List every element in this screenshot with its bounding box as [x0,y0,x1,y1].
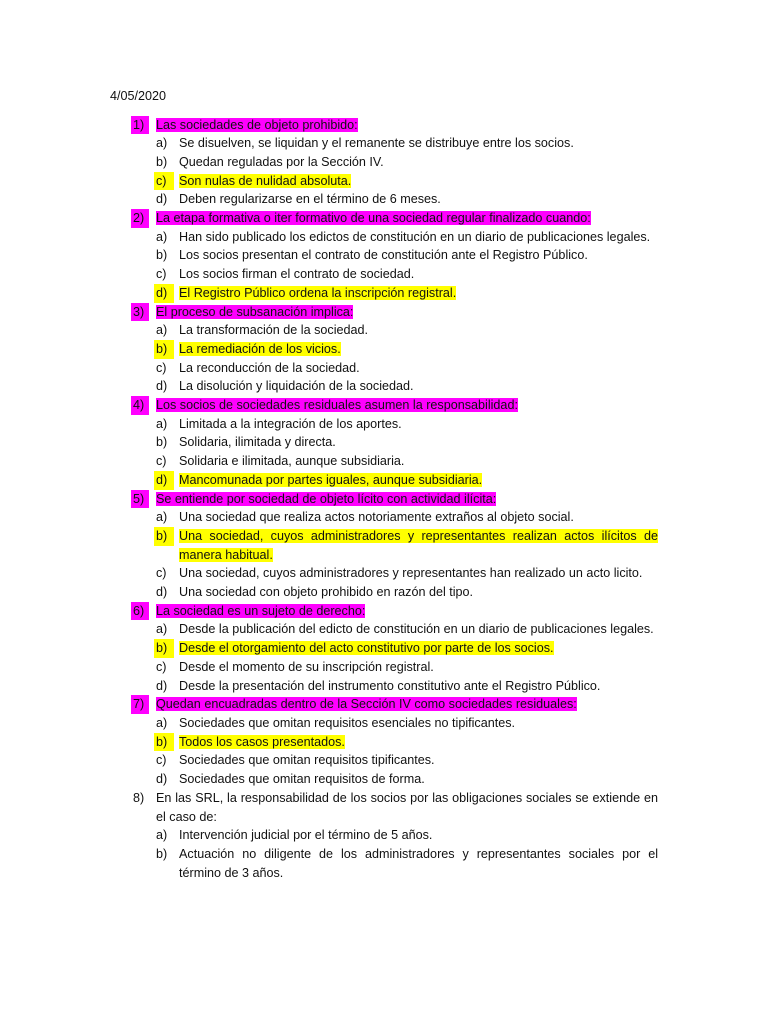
option-letter: c) [156,566,167,581]
answer-option [0,265,768,284]
option-letter: a) [156,323,168,338]
option-list [0,620,768,695]
question-stem [0,490,768,509]
question-text: La sociedad es un sujeto de derecho: [156,603,366,618]
option-letter: b) [154,340,174,359]
question-list [0,116,768,883]
answer-option [0,153,768,172]
answer-option [0,658,768,677]
option-letter: a) [156,622,168,637]
question-text: Quedan encuadradas dentro de la Sección IV como sociedades residuales: [156,697,577,712]
option-text: Los socios presentan el contrato de constitución ante el Registro Público. [179,248,588,263]
question-block [0,209,768,303]
option-letter: c) [156,753,167,768]
option-letter: c) [156,454,167,469]
option-list [0,826,768,882]
option-text: Quedan reguladas por la Sección IV. [179,154,384,169]
question-block [0,303,768,397]
option-text: La remediación de los vicios. [179,341,341,356]
question-number: 3) [131,303,149,322]
option-text: Han sido publicado los edictos de constitución en un diario de publicaciones legales. [179,229,651,244]
option-text: Se disuelven, se liquidan y el remanente se distribuye entre los socios. [179,136,574,151]
option-text: Los socios firman el contrato de sociedad. [179,267,415,282]
option-text: Sociedades que omitan requisitos de forma. [179,772,425,787]
option-letter: b) [154,639,174,658]
answer-option [0,433,768,452]
option-letter: a) [156,229,168,244]
option-letter: c) [154,172,174,191]
option-text: Una sociedad, cuyos administradores y representantes han realizado un acto licito. [179,566,643,581]
question-block [0,695,768,789]
answer-option [0,246,768,265]
option-text: Desde la presentación del instrumento constitutivo ante el Registro Público. [179,678,601,693]
option-text: Sociedades que omitan requisitos esenciales no tipificantes. [179,716,516,730]
option-text: Son nulas de nulidad absoluta. [179,173,352,188]
option-letter: c) [156,267,167,282]
option-text: Desde el momento de su inscripción registral. [179,659,434,674]
answer-option [0,677,768,696]
answer-option [0,284,768,303]
option-letter: d) [156,379,168,394]
option-list [0,508,768,602]
answer-option [0,228,768,247]
question-block [0,490,768,602]
option-text: Desde la publicación del edicto de constitución en un diario de publicaciones legales. [179,622,654,637]
option-letter: d) [156,585,168,600]
question-text: La etapa formativa o iter formativo de una sociedad regular finalizado cuando: [156,211,591,226]
answer-option [0,359,768,378]
option-text: Limitada a la integración de los aportes. [179,416,402,431]
option-letter: d) [154,284,174,303]
question-block [0,116,768,210]
answer-option [0,134,768,153]
option-text: La disolución y liquidación de la sociedad. [179,379,414,394]
answer-option [0,620,768,639]
answer-option [0,508,768,527]
option-text: Todos los casos presentados. [179,734,345,749]
question-stem [0,209,768,228]
option-text: Intervención judicial por el término de 5 años. [179,828,433,843]
answer-option [0,321,768,340]
question-stem [0,396,768,415]
option-letter: b) [156,435,168,450]
question-stem [0,602,768,621]
answer-option [0,452,768,471]
answer-option [0,845,768,882]
question-text: Se entiende por sociedad de objeto lícito con actividad ilícita: [156,491,497,506]
answer-option [0,770,768,789]
answer-option [0,751,768,770]
option-letter: b) [154,527,174,546]
question-stem [0,303,768,322]
answer-option [0,377,768,396]
question-stem [0,695,768,714]
option-letter: b) [156,846,168,861]
option-letter: a) [156,510,168,525]
option-text: Una sociedad con objeto prohibido en razón del tipo. [179,585,474,600]
option-letter: d) [156,192,168,207]
question-number: 1) [131,116,149,135]
question-number: 4) [131,396,149,415]
question-text: El proceso de subsanación implica: [156,304,354,319]
answer-option [0,340,768,359]
option-letter: d) [156,678,168,693]
question-text: En las SRL, la responsabilidad de los socios por las obligaciones sociales se extiende en el caso de: [156,790,658,824]
option-text: Actuación no diligente de los administradores y representantes sociales por el término de 3 años. [179,846,658,880]
option-list [0,321,768,396]
option-text: La reconducción de la sociedad. [179,360,360,375]
option-letter: a) [156,136,168,151]
option-text: Solidaria, ilimitada y directa. [179,435,336,450]
answer-option [0,714,768,733]
option-text: Desde el otorgamiento del acto constitutivo por parte de los socios. [179,641,554,656]
option-text: Una sociedad, cuyos administradores y representantes realizan actos ilícitos de manera habitual. [179,528,658,562]
answer-option [0,190,768,209]
answer-option [0,639,768,658]
question-number: 6) [131,602,149,621]
option-letter: d) [154,471,174,490]
answer-option [0,583,768,602]
question-text: Las sociedades de objeto prohibido: [156,117,358,132]
answer-option [0,527,768,564]
option-letter: c) [156,659,167,674]
question-number: 8) [133,790,145,805]
answer-option [0,733,768,752]
answer-option [0,172,768,191]
option-letter: a) [156,416,168,431]
answer-option [0,564,768,583]
question-stem [0,116,768,135]
question-block [0,396,768,490]
option-letter: d) [156,772,168,787]
option-text: El Registro Público ordena la inscripción registral. [179,285,457,300]
question-text: Los socios de sociedades residuales asumen la responsabilidad: [156,398,518,413]
option-text: La transformación de la sociedad. [179,323,369,338]
option-list [0,134,768,209]
option-text: Sociedades que omitan requisitos tipificantes. [179,753,435,768]
answer-option [0,471,768,490]
option-text: Mancomunada por partes iguales, aunque subsidiaria. [179,472,483,487]
question-stem [0,789,768,826]
question-block [0,602,768,696]
option-text: Una sociedad que realiza actos notoriamente extraños al objeto social. [179,510,574,525]
question-block [0,789,768,883]
option-list [0,415,768,490]
answer-option [0,415,768,434]
answer-option [0,826,768,845]
question-number: 5) [131,490,149,509]
option-letter: b) [154,733,174,752]
option-list [0,714,768,789]
option-list [0,228,768,303]
question-number: 7) [131,695,149,714]
option-letter: b) [156,248,168,263]
option-letter: b) [156,154,168,169]
question-number: 2) [131,209,149,228]
option-letter: a) [156,828,168,843]
document-date: 4/05/2020 [110,89,167,103]
option-letter: a) [156,716,168,730]
option-text: Solidaria e ilimitada, aunque subsidiaria. [179,454,405,469]
option-letter: c) [156,360,167,375]
option-text: Deben regularizarse en el término de 6 meses. [179,192,441,207]
